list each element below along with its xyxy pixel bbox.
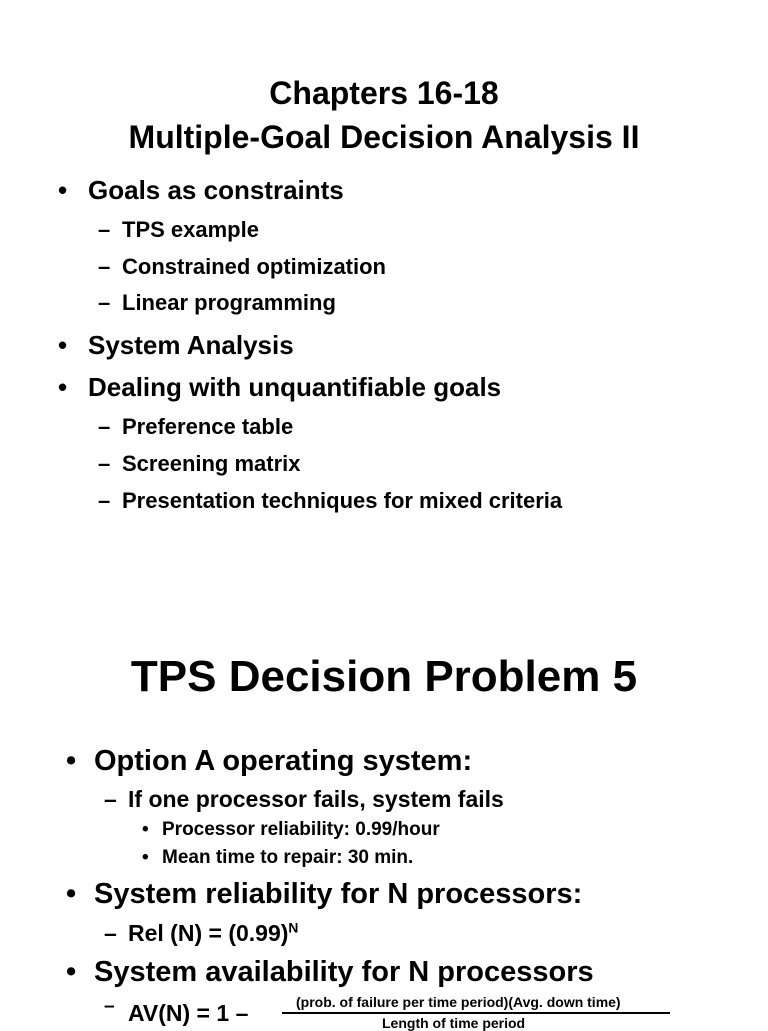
bullet-icon: • [66, 878, 77, 910]
slide-1-title-line-1: Chapters 16-18 [269, 75, 499, 111]
dash-icon: – [98, 488, 111, 513]
sub-bullet-preference-table: Preference table [122, 414, 294, 439]
bullet-icon: • [58, 372, 68, 402]
slide-2-title: TPS Decision Problem 5 [130, 652, 638, 701]
dash-icon: – [104, 996, 115, 1017]
av-formula-numerator: (prob. of failure per time period)(Avg. down time) [296, 994, 621, 1010]
sub-bullet-linear-programming: Linear programming [122, 290, 336, 315]
fraction-bar [282, 1012, 670, 1014]
rel-formula-exponent: N [288, 920, 299, 936]
bullet-option-a: Option A operating system: [94, 745, 473, 777]
sub-sub-bullet-mean-time-to-repair: Mean time to repair: 30 min. [162, 847, 414, 868]
bullet-system-analysis: System Analysis [88, 330, 294, 360]
av-formula-lhs: AV(N) = 1 – [128, 1000, 249, 1026]
sub-sub-bullet-processor-reliability: Processor reliability: 0.99/hour [162, 819, 440, 840]
dash-icon: – [98, 414, 111, 439]
sub-bullet-tps-example: TPS example [122, 217, 259, 242]
bullet-icon: • [58, 330, 68, 360]
bullet-goals-as-constraints: Goals as constraints [88, 175, 344, 205]
dash-icon: – [98, 451, 111, 476]
sub-bullet-screening-matrix: Screening matrix [122, 451, 301, 476]
dash-icon: – [98, 290, 111, 315]
bullet-icon: • [58, 175, 68, 205]
bullet-system-availability: System availability for N processors [94, 956, 594, 988]
slide-1-title-line-2: Multiple-Goal Decision Analysis II [128, 119, 640, 155]
dash-icon: – [98, 254, 111, 279]
bullet-icon: • [66, 745, 77, 777]
sub-bullet-processor-fails: If one processor fails, system fails [128, 786, 504, 812]
rel-formula [128, 920, 298, 947]
dash-icon: – [98, 217, 111, 242]
rel-formula-base: Rel (N) = (0.99) [128, 920, 289, 946]
bullet-icon: • [142, 847, 149, 868]
bullet-icon: • [66, 956, 77, 988]
dash-icon: – [104, 786, 117, 812]
av-formula-denominator: Length of time period [382, 1015, 526, 1031]
bullet-icon: • [142, 819, 149, 840]
bullet-system-reliability: System reliability for N processors: [94, 878, 583, 910]
sub-bullet-constrained-optimization: Constrained optimization [122, 254, 386, 279]
bullet-unquantifiable-goals: Dealing with unquantifiable goals [88, 372, 502, 402]
sub-bullet-presentation-techniques: Presentation techniques for mixed criteria [122, 488, 563, 513]
dash-icon: – [104, 920, 117, 946]
